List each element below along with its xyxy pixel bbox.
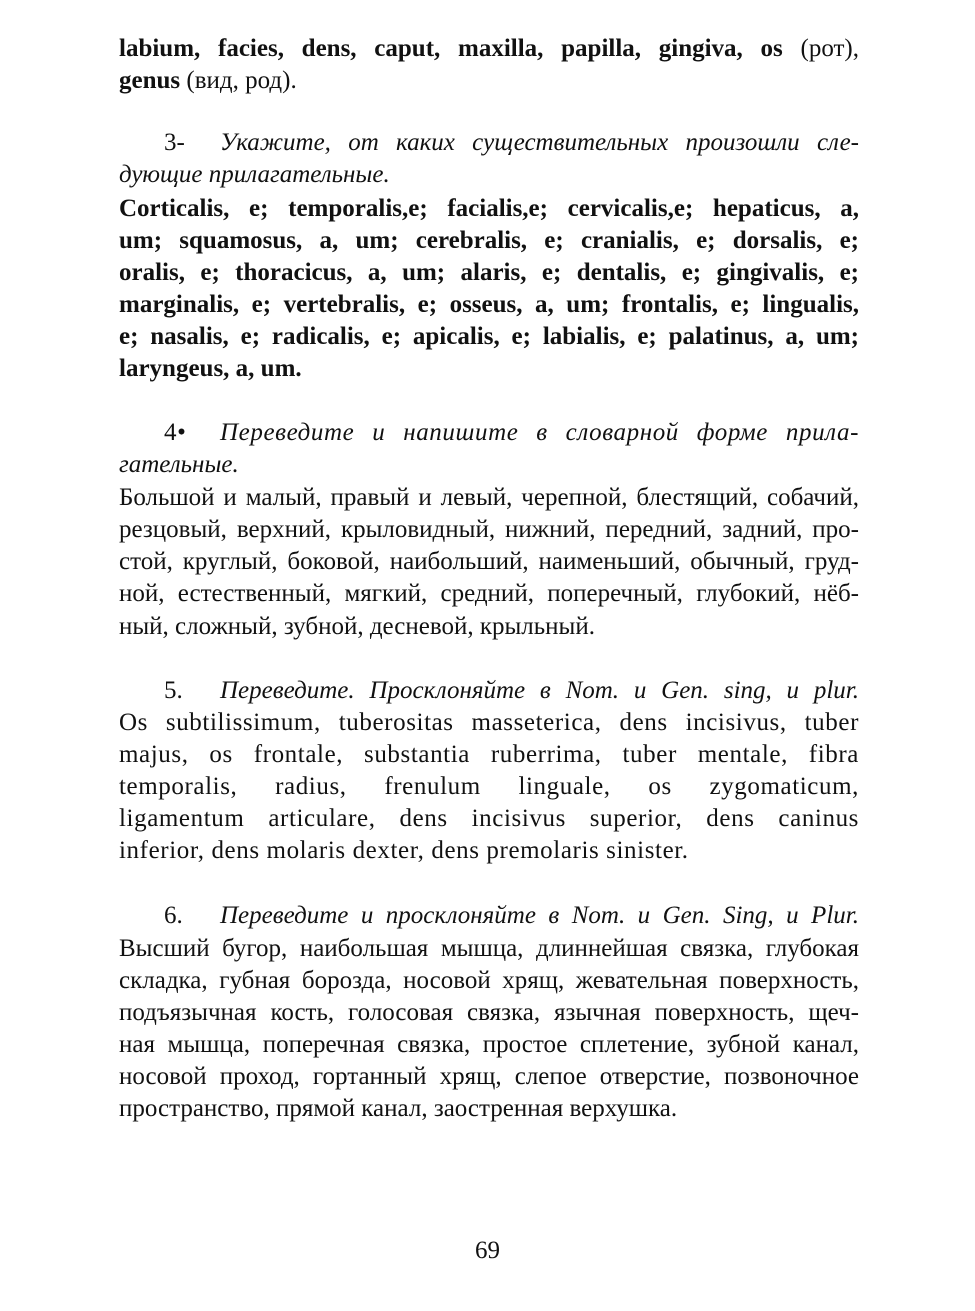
ex3-line: oralis, e; thoracicus, a, um; alaris, e; dentalis, e; gingivalis, e; <box>119 259 859 286</box>
ex5-instruction-line-1 <box>164 676 859 706</box>
ex5-line: ligamentum articulare, dens incisivus superior, dens caninus <box>119 805 859 832</box>
ex5-line: temporalis, radius, frenulum linguale, os zygomaticum, <box>119 773 859 800</box>
ex3-line: laryngeus, a, um. <box>119 355 302 382</box>
ex6-line: складка, губная борозда, носовой хрящ, жевательная поверхность, <box>119 967 859 994</box>
intro-line-1-bold: labium, facies, dens, caput, maxilla, papilla, gingiva, os <box>119 35 783 62</box>
ex3-line: Corticalis, e; temporalis,e; facialis,e; cervicalis,e; hepaticus, a, <box>119 195 859 222</box>
ex4-line: стой, круглый, боковой, наибольший, наименьший, обычный, груд- <box>119 548 859 575</box>
ex4-line: ный, сложный, зубной, десневой, крыльный. <box>119 613 595 640</box>
intro-line-2-tail: (вид, род). <box>180 67 297 94</box>
intro-line-1-tail: (рот), <box>782 35 859 62</box>
ex3-instruction-line-1 <box>164 128 859 158</box>
ex5-line: Os subtilissimum, tuberositas masseterica, dens incisivus, tuber <box>119 709 859 736</box>
ex4-number: 4• <box>164 419 187 446</box>
ex5-number: 5. <box>164 677 183 704</box>
page-number: 69 <box>475 1237 500 1264</box>
ex4-instruction-line-1 <box>164 418 859 448</box>
ex4-instruction-text: Переведите и напишите в словарной форме прила- <box>220 419 859 446</box>
ex6-instruction-line-1 <box>164 901 859 931</box>
ex6-line: пространство, прямой канал, заостренная верхушка. <box>119 1095 678 1122</box>
ex6-number: 6. <box>164 902 183 929</box>
ex6-line: подъязычная кость, голосовая связка, язычная поверхность, щеч- <box>119 999 859 1026</box>
ex4-line: ной, естественный, мягкий, средний, поперечный, глубокий, нёб- <box>119 580 859 607</box>
ex6-instruction-text: Переведите и просклоняйте в Nom. и Gen. Sing, и Plur. <box>220 902 859 929</box>
intro-line-2-bold: genus <box>119 67 181 94</box>
ex5-instruction-text: Переведите. Просклоняйте в Nom. и Gen. sing, и plur. <box>220 677 859 704</box>
ex6-line: ная мышца, поперечная связка, простое сплетение, зубной канал, <box>119 1031 859 1058</box>
ex3-line: um; squamosus, a, um; cerebralis, e; cranialis, e; dorsalis, e; <box>119 227 859 254</box>
ex4-line: Большой и малый, правый и левый, черепной, блестящий, собачий, <box>119 484 859 511</box>
intro-line-2 <box>119 66 859 96</box>
ex5-line: majus, os frontale, substantia ruberrima, tuber mentale, fibra <box>119 741 859 768</box>
ex3-instruction-text: Укажите, от каких существительных произошли сле- <box>220 129 859 156</box>
ex6-line: носовой проход, гортанный хрящ, слепое отверстие, позвоночное <box>119 1063 859 1090</box>
ex3-number: 3- <box>164 129 185 156</box>
ex6-line: Высший бугор, наибольшая мышца, длиннейшая связка, глубокая <box>119 935 859 962</box>
ex4-instruction-line-2: гательные. <box>119 451 239 478</box>
ex5-line: inferior, dens molaris dexter, dens premolaris sinister. <box>119 837 689 864</box>
ex3-line: marginalis, e; vertebralis, e; osseus, a, um; frontalis, e; lingualis, <box>119 291 859 318</box>
ex4-line: резцовый, верхний, крыловидный, нижний, передний, задний, про- <box>119 516 859 543</box>
intro-line-1 <box>119 34 859 64</box>
ex3-instruction-line-2: дующие прилагательные. <box>119 161 390 188</box>
ex3-line: e; nasalis, e; radicalis, e; apicalis, e; labialis, e; palatinus, a, um; <box>119 323 859 350</box>
